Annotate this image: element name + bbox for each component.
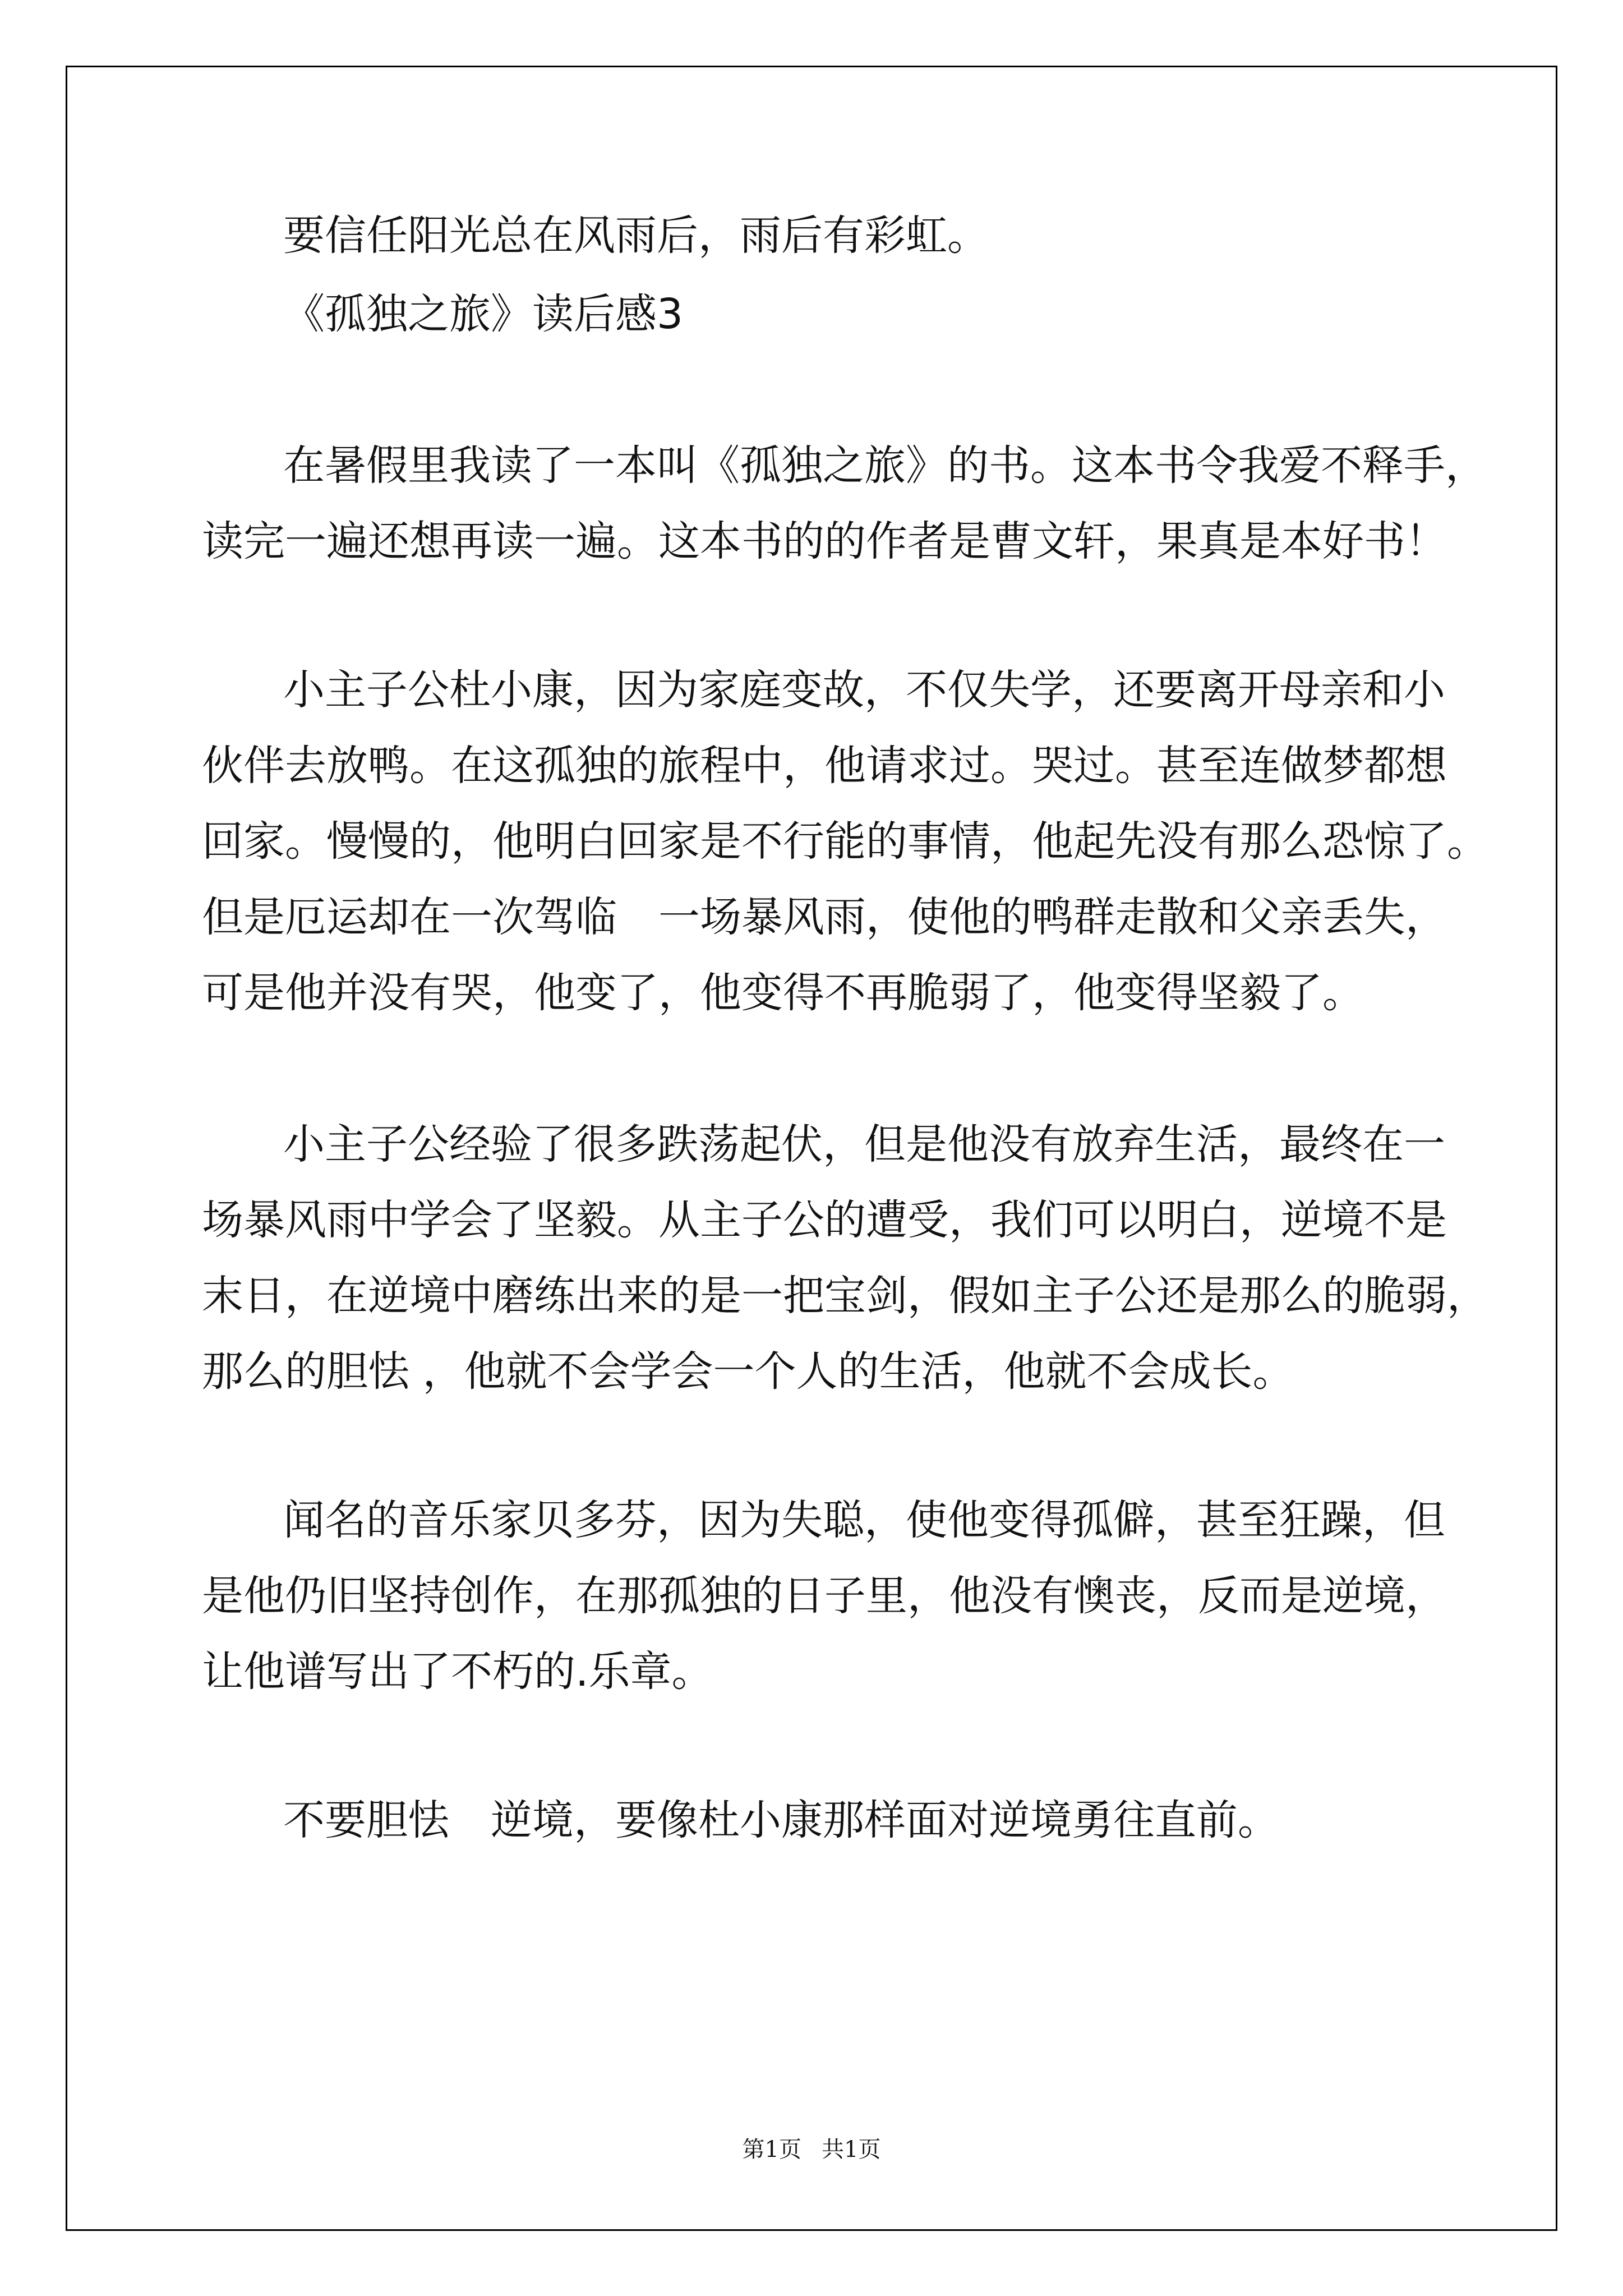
paragraph-line: 要信任阳光总在风雨后，雨后有彩虹。 — [283, 211, 989, 260]
page-total: 共1页 — [822, 2137, 881, 2162]
paragraph-line: 不要胆怯 逆境，要像杜小康那样面对逆境勇往直前。 — [283, 1796, 1279, 1844]
page-number: 第1页 — [742, 2137, 801, 2162]
paragraph-line: 回家。慢慢的，他明白回家是不行能的事情，他起先没有那么恐惊了。 — [202, 817, 1488, 866]
paragraph-line: 让他谱写出了不朽的.乐章。 — [202, 1648, 713, 1696]
paragraph-line: 场暴风雨中学会了坚毅。从主子公的遭受，我们可以明白，逆境不是 — [202, 1196, 1447, 1244]
paragraph-line: 那么的胆怯 ，他就不会学会一个人的生活，他就不会成长。 — [202, 1347, 1294, 1396]
section-heading: 《孤独之旅》读后感3 — [283, 290, 684, 338]
paragraph-line: 读完一遍还想再读一遍。这本书的的作者是曹文轩，果真是本好书！ — [202, 517, 1447, 565]
page-footer — [0, 2132, 1623, 2164]
paragraph-line: 伙伴去放鸭。在这孤独的旅程中，他请求过。哭过。甚至连做梦都想 — [202, 742, 1447, 790]
paragraph-line: 但是厄运却在一次驾临 一场暴风雨，使他的鸭群走散和父亲丢失， — [202, 893, 1447, 941]
paragraph-line: 末日，在逆境中磨练出来的是一把宝剑，假如主子公还是那么的脆弱， — [202, 1272, 1488, 1320]
paragraph-line: 小主子公杜小康，因为家庭变故，不仅失学，还要离开母亲和小 — [283, 666, 1445, 714]
paragraph-line: 小主子公经验了很多跌荡起伏，但是他没有放弃生活，最终在一 — [283, 1120, 1445, 1168]
paragraph-line: 是他仍旧坚持创作，在那孤独的日子里，他没有懊丧，反而是逆境， — [202, 1572, 1447, 1620]
paragraph-line: 可是他并没有哭，他变了，他变得不再脆弱了，他变得坚毅了。 — [202, 969, 1364, 1017]
paragraph-line: 闻名的音乐家贝多芬，因为失聪，使他变得孤僻，甚至狂躁，但 — [283, 1496, 1445, 1544]
paragraph-line: 在暑假里我读了一本叫《孤独之旅》的书。这本书令我爱不释手， — [283, 441, 1487, 490]
